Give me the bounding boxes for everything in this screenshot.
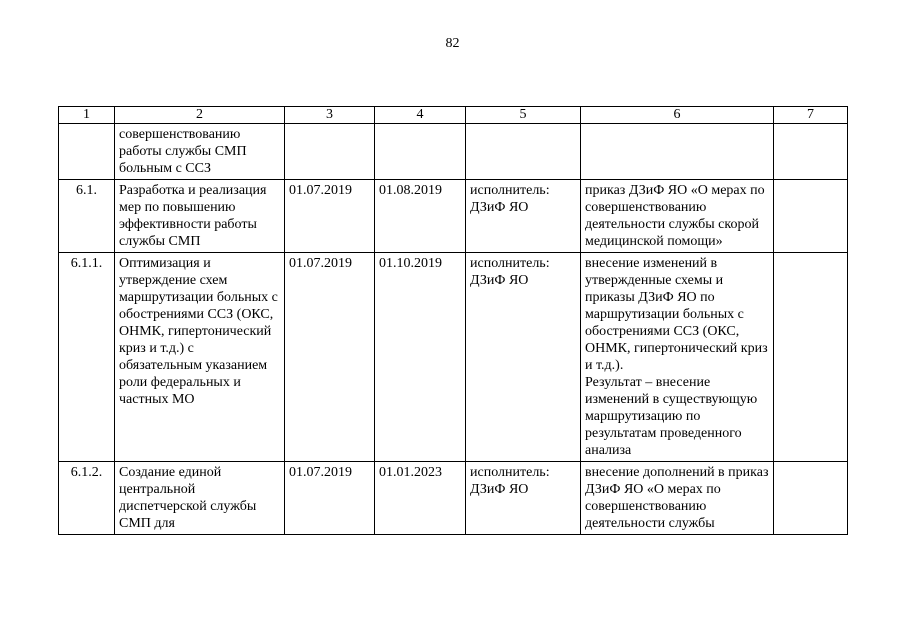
item-name: Оптимизация и утверждение схем маршрутизации больных с обострениями ССЗ (ОКС, ОНМК, гипертонический криз и т.д.) с обязательным указанием роли федеральных и частных МО xyxy=(115,253,285,462)
plan-table xyxy=(58,106,848,535)
table-row xyxy=(59,462,848,535)
start-date: 01.07.2019 xyxy=(285,180,375,253)
end-date xyxy=(375,124,466,180)
table-row xyxy=(59,180,848,253)
executor xyxy=(466,124,581,180)
column-header: 7 xyxy=(774,107,848,124)
table-row xyxy=(59,124,848,180)
end-date: 01.08.2019 xyxy=(375,180,466,253)
executor: исполнитель: ДЗиФ ЯО xyxy=(466,253,581,462)
column-header: 6 xyxy=(581,107,774,124)
result: приказ ДЗиФ ЯО «О мерах по совершенствованию деятельности службы скорой медицинской помощи» xyxy=(581,180,774,253)
column-header: 3 xyxy=(285,107,375,124)
column-header: 5 xyxy=(466,107,581,124)
item-name: совершенствованию работы службы СМП больным с ССЗ xyxy=(115,124,285,180)
result xyxy=(581,124,774,180)
column-header: 4 xyxy=(375,107,466,124)
end-date: 01.10.2019 xyxy=(375,253,466,462)
column-header: 2 xyxy=(115,107,285,124)
item-number: 6.1.1. xyxy=(59,253,115,462)
page-number: 82 xyxy=(445,36,460,51)
start-date: 01.07.2019 xyxy=(285,253,375,462)
executor: исполнитель: ДЗиФ ЯО xyxy=(466,462,581,535)
note xyxy=(774,124,848,180)
note xyxy=(774,462,848,535)
result: внесение изменений в утвержденные схемы и приказы ДЗиФ ЯО по маршрутизации больных с обострениями ССЗ (ОКС, ОНМК, гипертонический криз и т.д.). Результат – внесение изменений в существующую маршрутизацию по результатам проведенного анализа xyxy=(581,253,774,462)
item-number: 6.1.2. xyxy=(59,462,115,535)
start-date xyxy=(285,124,375,180)
table-header-row xyxy=(59,107,848,124)
end-date: 01.01.2023 xyxy=(375,462,466,535)
result: внесение дополнений в приказ ДЗиФ ЯО «О мерах по совершенствованию деятельности службы xyxy=(581,462,774,535)
start-date: 01.07.2019 xyxy=(285,462,375,535)
note xyxy=(774,180,848,253)
item-number: 6.1. xyxy=(59,180,115,253)
item-number xyxy=(59,124,115,180)
item-name: Разработка и реализация мер по повышению эффективности работы службы СМП xyxy=(115,180,285,253)
executor: исполнитель: ДЗиФ ЯО xyxy=(466,180,581,253)
note xyxy=(774,253,848,462)
table-row xyxy=(59,253,848,462)
item-name: Создание единой центральной диспетчерской службы СМП для xyxy=(115,462,285,535)
column-header: 1 xyxy=(59,107,115,124)
